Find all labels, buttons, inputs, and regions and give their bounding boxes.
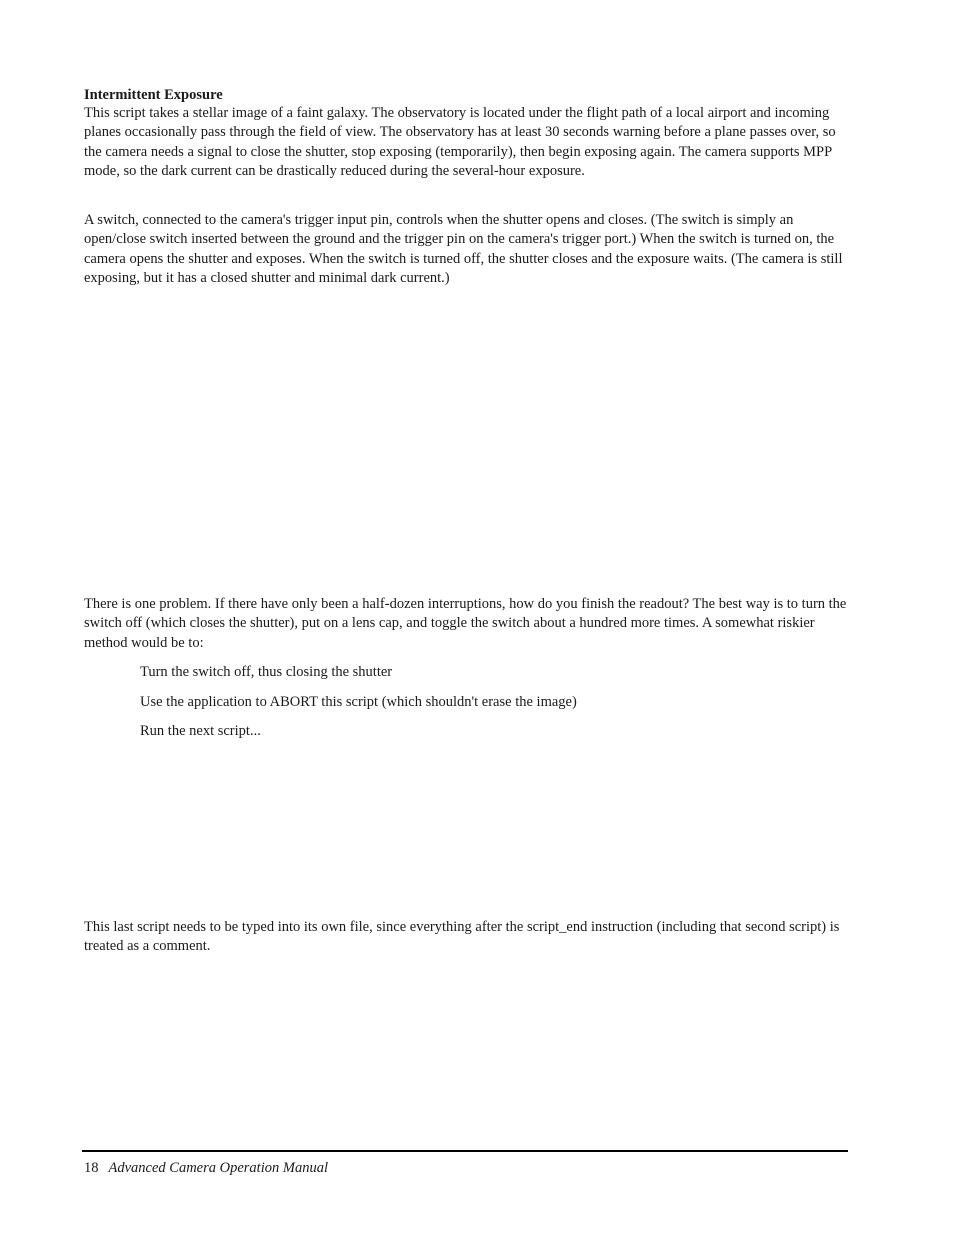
section-heading: Intermittent Exposure xyxy=(84,87,223,103)
paragraph-last-script: This last script needs to be typed into its own file, since everything after the script_end instruction (including that second script) is treated as a comment. xyxy=(84,919,840,955)
paragraph-intro: This script takes a stellar image of a faint galaxy. The observatory is located under the flight path of a local airport and incoming planes occasionally pass through the field of view. The observatory has at least 30 seconds warning before a plane passes over, so the camera needs a signal to close the shutter, stop exposing (temporarily), then begin exposing again. The camera supports MPP mode, so the dark current can be drastically reduced during the several-hour exposure. xyxy=(84,105,836,180)
page-number: 18 xyxy=(84,1160,99,1176)
list-item: Turn the switch off, thus closing the shutter xyxy=(140,664,393,680)
steps-list xyxy=(140,663,577,752)
paragraph-problem: There is one problem. If there have only been a half-dozen interruptions, how do you finish the readout? The best way is to turn the switch off (which closes the shutter), put on a lens cap, and toggle the switch about a hundred more times. A somewhat riskier method would be to: xyxy=(84,596,847,651)
list-item: Run the next script... xyxy=(140,723,261,740)
paragraph-switch: A switch, connected to the camera's trigger input pin, controls when the shutter opens and closes. (The switch is simply an open/close switch inserted between the ground and the trigger pin on the camera's trigger port.) When the switch is turned on, the camera opens the shutter and exposes. When the switch is turned off, the shutter closes and the exposure waits. (The camera is still exposing, but it has a closed shutter and minimal dark current.) xyxy=(84,212,843,287)
list-item: Use the application to ABORT this script (which shouldn't erase the image) xyxy=(140,693,577,710)
footer-divider xyxy=(82,1150,848,1152)
page-footer xyxy=(84,1159,328,1178)
manual-title: Advanced Camera Operation Manual xyxy=(108,1160,328,1176)
